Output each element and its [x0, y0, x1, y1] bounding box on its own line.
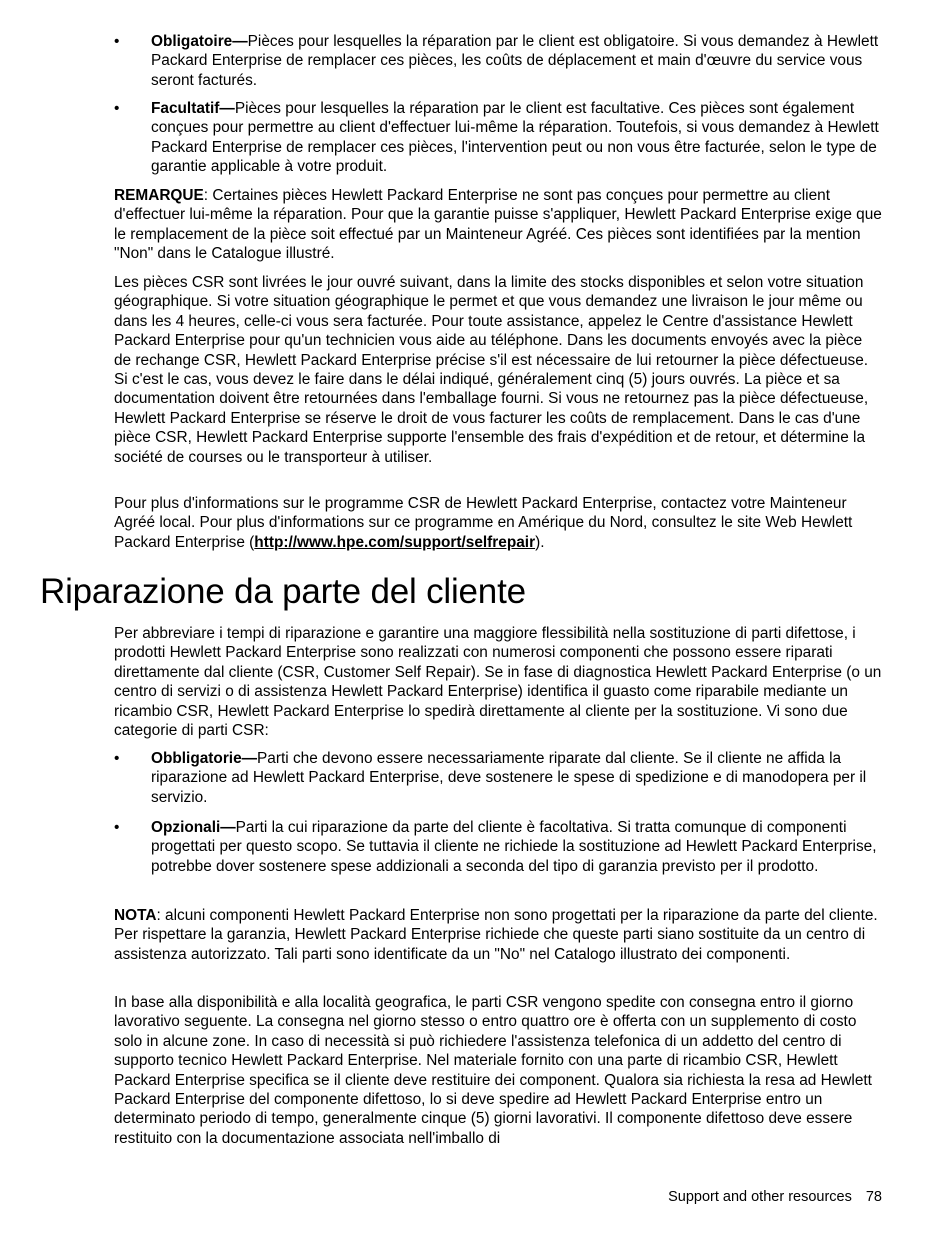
- note-label: REMARQUE: [114, 187, 204, 204]
- section-heading: Riparazione da parte del cliente: [40, 572, 526, 611]
- bullet-body: Parti la cui riparazione da parte del cliente è facoltativa. Si tratta comunque di componenti progettati per questo scopo. Se tuttavia il cliente ne richiede la sostituzione ad Hewlett Packard Enterprise, potrebbe dover sostenere spese addizionali a seconda del tipo di garanzia previsto per il prodotto.: [151, 819, 877, 875]
- bullet-dot: •: [114, 33, 120, 50]
- info-text-after: ).: [535, 533, 545, 551]
- bullet-term: Obbligatorie—: [151, 750, 258, 767]
- paragraph-info-fr: [114, 494, 882, 552]
- bullet-body: Pièces pour lesquelles la réparation par le client est obligatoire. Si vous demandez à Hewlett Packard Enterprise de remplacer ces pièces, les coûts de déplacement et main d'œuvre du service vous seront facturés.: [151, 33, 879, 89]
- bullet-dot: •: [114, 100, 120, 117]
- bullet-text: [151, 818, 883, 876]
- bullet-term: Obligatoire—: [151, 33, 248, 50]
- note-text: : Certaines pièces Hewlett Packard Enterprise ne sont pas conçues pour permettre au client d'effectuer lui-même la réparation. Pour que la garantie puisse s'appliquer, Hewlett Packard Enterprise exige que le remplacement de la pièce soit effectué par un Mainteneur Agréé. Ces pièces sont identifiées par la mention "Non" dans le Catalogue illustré.: [114, 187, 882, 263]
- info-text-before: Pour plus d'informations sur le programme CSR de Hewlett Packard Enterprise, contactez votre Mainteneur Agréé local. Pour plus d'informations sur ce programme en Amérique du Nord, consultez le site Web Hewlett Packard Enterprise (: [114, 495, 853, 551]
- bullet-body: Pièces pour lesquelles la réparation par le client est facultative. Ces pièces sont également conçues pour permettre au client d'effectuer lui-même la réparation. Toutefois, si vous demandez à Hewlett Packard Enterprise de remplacer ces pièces, l'intervention peut ou non vous être facturée, selon le type de garantie applicable à votre produit.: [151, 100, 879, 176]
- bullet-body: Parti che devono essere necessariamente riparate dal cliente. Se il cliente ne affida la riparazione ad Hewlett Packard Enterprise, deve sostenere le spese di spedizione e di manodopera per il servizio.: [151, 750, 867, 806]
- paragraph-shipping-fr: Les pièces CSR sont livrées le jour ouvré suivant, dans la limite des stocks disponibles et selon votre situation géographique. Si votre situation géographique le permet et que vous demandez une livraison le jour même ou dans les 4 heures, celle-ci vous sera facturée. Pour toute assistance, appelez le Centre d'assistance Hewlett Packard Enterprise pour qu'un technicien vous aide au téléphone. Dans les documents envoyés avec la pièce de rechange CSR, Hewlett Packard Enterprise précise s'il est nécessaire de lui retourner la pièce défectueuse. Si c'est le cas, vous devez le faire dans le délai indiqué, généralement cinq (5) jours ouvrés. La pièce et sa documentation doivent être retournées dans l'emballage fourni. Si vous ne retournez pas la pièce défectueuse, Hewlett Packard Enterprise se réserve le droit de vous facturer les coûts de remplacement. Dans le cas d'une pièce CSR, Hewlett Packard Enterprise supporte l'ensemble des frais d'expédition et de retour, et détermine la société de courses ou le transporteur à utiliser.: [114, 274, 869, 466]
- bullet-term: Facultatif—: [151, 100, 235, 117]
- note-label: NOTA: [114, 907, 157, 924]
- paragraph-intro-it: Per abbreviare i tempi di riparazione e garantire una maggiore flessibilità nella sostituzione di parti difettose, i prodotti Hewlett Packard Enterprise sono realizzati con numerosi componenti che possono essere riparati direttamente dal cliente (CSR, Customer Self Repair). Se in fase di diagnostica Hewlett Packard Enterprise (o un centro di servizi o di assistenza Hewlett Packard Enterprise) identifica il guasto come riparabile mediante un ricambio CSR, Hewlett Packard Enterprise lo spedirà direttamente al cliente per la sostituzione. Vi sono due categorie di parti CSR:: [114, 625, 882, 740]
- bullet-text: [151, 32, 883, 90]
- note-remarque: [114, 186, 882, 264]
- note-nota: [114, 906, 882, 964]
- bullet-dot: •: [114, 750, 120, 767]
- page-number: 78: [865, 1189, 882, 1205]
- bullet-term: Opzionali—: [151, 819, 236, 836]
- bullet-dot: •: [114, 819, 120, 836]
- selfrepair-link[interactable]: http://www.hpe.com/support/selfrepair: [254, 533, 536, 551]
- footer-section-title: Support and other resources: [668, 1189, 852, 1205]
- page-footer: [668, 1188, 882, 1206]
- paragraph-shipping-it: In base alla disponibilità e alla località geografica, le parti CSR vengono spedite con consegna entro il giorno lavorativo seguente. La consegna nel giorno stesso o entro quattro ore è offerta con un supplemento di costo solo in alcune zone. In caso di necessità si può richiedere l'assistenza telefonica di un addetto del centro di supporto tecnico Hewlett Packard Enterprise. Nel materiale fornito con una parte di ricambio CSR, Hewlett Packard Enterprise specifica se il cliente deve restituire dei component. Qualora sia richiesta la resa ad Hewlett Packard Enterprise del componente difettoso, lo si deve spedire ad Hewlett Packard Enterprise entro un determinato periodo di tempo, generalmente cinque (5) giorni lavorativi. Il componente difettoso deve essere restituito con la documentazione associata nell'imballo di: [114, 994, 872, 1147]
- note-text: : alcuni componenti Hewlett Packard Enterprise non sono progettati per la riparazione da parte del cliente. Per rispettare la garanzia, Hewlett Packard Enterprise richiede che queste parti siano sostituite da un centro di assistenza autorizzato. Tali parti sono identificate da un "No" nel Catalogo illustrato dei componenti.: [114, 907, 878, 963]
- bullet-text: [151, 99, 883, 177]
- bullet-text: [151, 749, 883, 807]
